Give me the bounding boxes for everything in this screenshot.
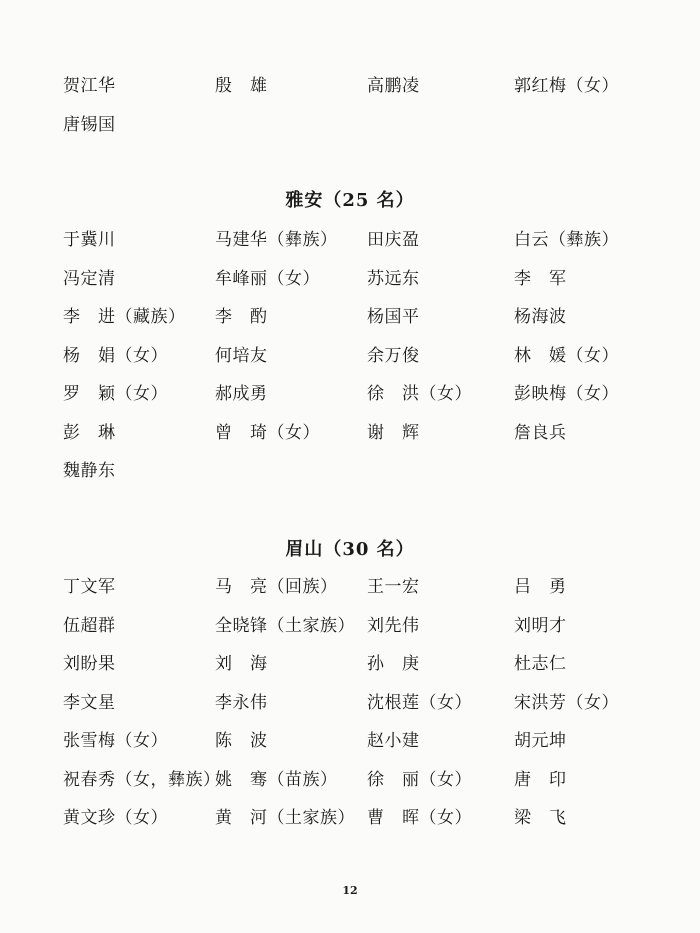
person-name: 彭映梅（女）: [514, 384, 619, 404]
person-name: 刘先伟: [367, 615, 420, 636]
person-name: 张雪梅（女）: [63, 731, 168, 751]
person-name: 祝春秀（女，彝族）: [63, 769, 221, 790]
person-name: 赵小建: [367, 731, 420, 751]
person-name: 郝成勇: [215, 384, 268, 404]
person-name: 殷 雄: [215, 76, 268, 96]
person-name: 白云（彝族）: [514, 230, 619, 250]
person-name: 曾 琦（女）: [215, 422, 320, 443]
names-grid-meishan: [63, 577, 663, 847]
person-name: 魏静东: [63, 461, 116, 481]
person-name: 高鹏凌: [367, 76, 420, 96]
person-name: 李文星: [63, 692, 116, 713]
person-name: 刘盼果: [63, 654, 116, 674]
person-name: 罗 颖（女）: [63, 384, 168, 404]
person-name: 陈 波: [215, 731, 268, 751]
person-name: 杨 娟（女）: [63, 345, 168, 366]
person-name: 刘明才: [514, 615, 567, 636]
person-name: 杨国平: [367, 307, 420, 327]
section-title-yaan: 雅安（25 名）: [285, 190, 415, 211]
person-name: 彭 琳: [63, 422, 116, 443]
person-name: 唐锡国: [63, 114, 116, 135]
person-name: 于冀川: [63, 230, 116, 250]
person-name: 吕 勇: [514, 577, 567, 597]
person-name: 马 亮（回族）: [215, 577, 338, 597]
person-name: 李 军: [514, 268, 567, 289]
person-name: 牟峰丽（女）: [215, 268, 320, 289]
person-name: 姚 骞（苗族）: [215, 769, 338, 790]
person-name: 余万俊: [367, 345, 420, 366]
names-grid-yaan: [63, 230, 663, 500]
person-name: 李永伟: [215, 692, 268, 713]
section-title-meishan: 眉山（30 名）: [285, 539, 415, 560]
person-name: 沈根莲（女）: [367, 692, 472, 713]
person-name: 杜志仁: [514, 654, 567, 674]
person-name: 黄文珍（女）: [63, 808, 168, 828]
person-name: 李 酌: [215, 307, 268, 327]
person-name: 伍超群: [63, 615, 116, 636]
person-name: 詹良兵: [514, 422, 567, 443]
person-name: 王一宏: [367, 577, 420, 597]
person-name: 郭红梅（女）: [514, 76, 619, 96]
person-name: 贺江华: [63, 76, 116, 96]
person-name: 孙 庚: [367, 654, 420, 674]
person-name: 唐 印: [514, 769, 567, 790]
person-name: 李 进（藏族）: [63, 307, 186, 327]
person-name: 梁 飞: [514, 808, 567, 828]
person-name: 曹 晖（女）: [367, 808, 472, 828]
person-name: 丁文军: [63, 577, 116, 597]
person-name: 徐 丽（女）: [367, 769, 472, 790]
person-name: 林 媛（女）: [514, 345, 619, 366]
person-name: 胡元坤: [514, 731, 567, 751]
person-name: 何培友: [215, 345, 268, 366]
person-name: 谢 辉: [367, 422, 420, 443]
page-number: 12: [342, 884, 358, 897]
person-name: 苏远东: [367, 268, 420, 289]
person-name: 黄 河（土家族）: [215, 808, 355, 828]
person-name: 全晓锋（土家族）: [215, 615, 355, 636]
person-name: 刘 海: [215, 654, 268, 674]
person-name: 宋洪芳（女）: [514, 692, 619, 713]
names-grid-continued: [63, 76, 663, 153]
person-name: 马建华（彝族）: [215, 230, 338, 250]
person-name: 杨海波: [514, 307, 567, 327]
person-name: 冯定清: [63, 268, 116, 289]
person-name: 徐 洪（女）: [367, 384, 472, 404]
person-name: 田庆盈: [367, 230, 420, 250]
